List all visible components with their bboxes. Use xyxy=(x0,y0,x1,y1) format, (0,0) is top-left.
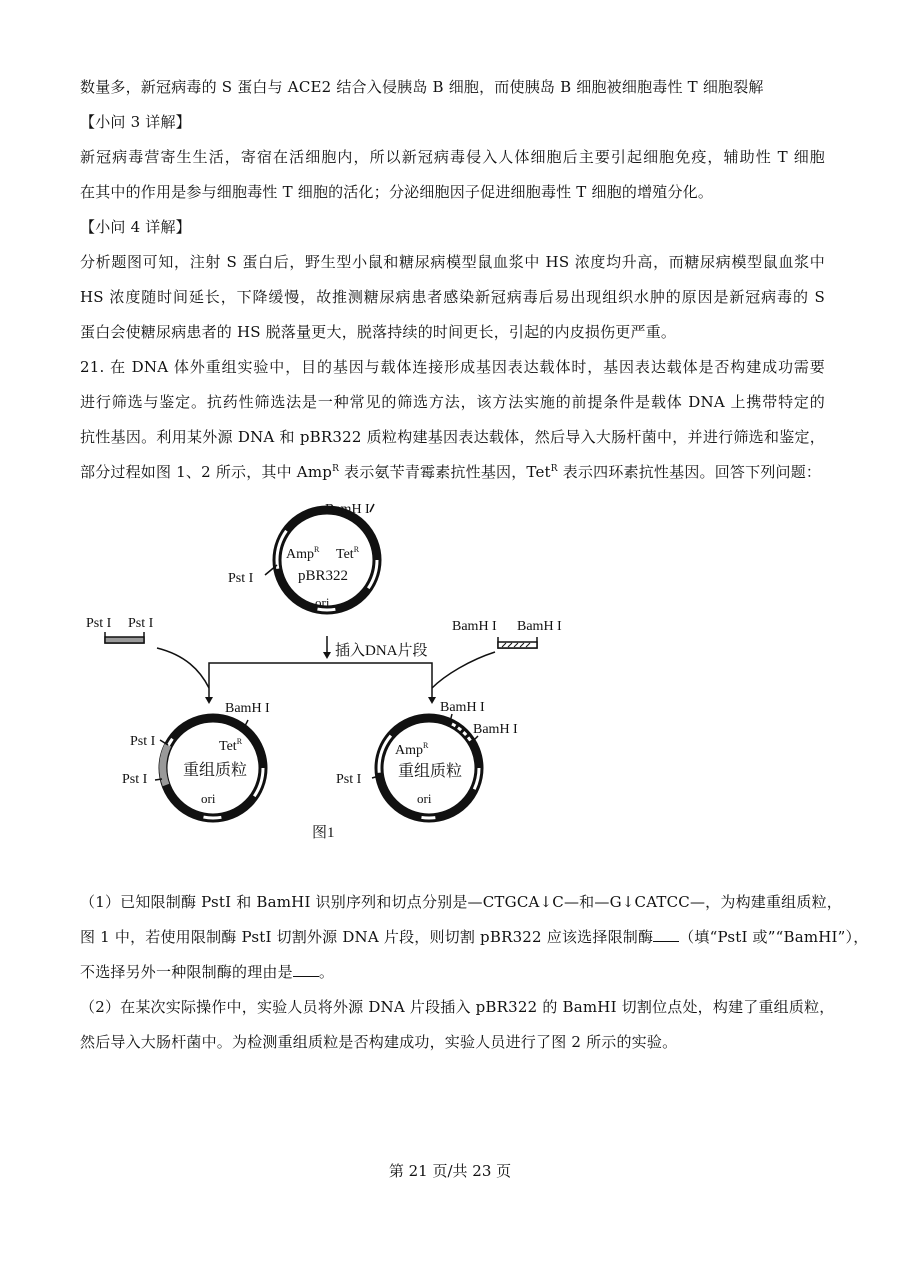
subquestion-2-line: 然后导入大肠杆菌中。为检测重组质粒是否构建成功，实验人员进行了图 2 所示的实验。 xyxy=(80,1033,678,1051)
subquestion-2-line: （2）在某次实际操作中，实验人员将外源 DNA 片段插入 pBR322 的 BamHI 切割位点处，构建了重组质粒， xyxy=(80,998,835,1016)
ori-label: ori xyxy=(201,791,216,806)
plasmid-pbr322 xyxy=(228,502,377,610)
subquestion-1-line: （1）已知限制酶 PstI 和 BamHI 识别序列和切点分别是—CTGCA↓C—和—G↓CATCC—，为构建重组质粒， xyxy=(80,893,842,911)
text: 。 xyxy=(318,963,335,981)
text: （填“PstI 或”“BamHI”）， xyxy=(679,928,869,946)
pst1-label: Pst I xyxy=(128,616,154,631)
subquestion-1-line xyxy=(80,962,825,982)
plasmid-name: pBR322 xyxy=(298,568,349,584)
section-heading-q4: 【小问 4 详解】 xyxy=(80,218,191,236)
bamh1-label: BamH I xyxy=(325,502,370,517)
text: 图 1 中，若使用限制酶 PstI 切割外源 DNA 片段，则切割 pBR322 应该选择限制酶 xyxy=(80,928,654,946)
ori-label: ori xyxy=(417,791,432,806)
ori-label: ori xyxy=(315,595,330,610)
recombinant-plasmid-label: 重组质粒 xyxy=(183,762,248,779)
recombinant-plasmid-left xyxy=(122,701,270,818)
figure-1-diagram xyxy=(0,490,900,860)
superscript: R xyxy=(332,464,340,474)
answer-blank[interactable] xyxy=(293,962,319,977)
pst1-label: Pst I xyxy=(336,772,362,787)
section-heading-q3: 【小问 3 详解】 xyxy=(80,113,191,131)
dna-fragment-pst1 xyxy=(105,637,144,643)
answer-blank[interactable] xyxy=(653,927,679,942)
text: 表示四环素抗性基因。回答下列问题： xyxy=(557,463,822,481)
pst1-label: Pst I xyxy=(228,571,254,586)
tet-gene-label: Tet$^R$ xyxy=(336,545,360,562)
page-number: 第 21 页/共 23 页 xyxy=(388,1162,512,1180)
amp-gene-label: Amp$^R$ xyxy=(286,545,320,562)
bamh1-site-marker xyxy=(370,504,374,512)
pst1-label: Pst I xyxy=(130,734,156,749)
bamh1-label: BamH I xyxy=(473,722,518,737)
text: 部分过程如图 1、2 所示，其中 Amp xyxy=(80,463,333,481)
pst1-label: Pst I xyxy=(122,772,148,787)
recombinant-plasmid-right xyxy=(336,700,518,818)
paragraph-line: 蛋白会使糖尿病患者的 HS 脱落量更大，脱落持续的时间更长，引起的内皮损伤更严重。 xyxy=(80,323,677,341)
paragraph-line: 数量多，新冠病毒的 S 蛋白与 ACE2 结合入侵胰岛 B 细胞，而使胰岛 B 细胞被细胞毒性 T 细胞裂解 xyxy=(80,78,764,96)
recombinant-plasmid-label: 重组质粒 xyxy=(398,763,463,780)
question-21-line xyxy=(80,462,825,482)
paragraph-line: 在其中的作用是参与细胞毒性 T 细胞的活化；分泌细胞因子促进细胞毒性 T 细胞的增殖分化。 xyxy=(80,183,714,201)
bamh1-label: BamH I xyxy=(225,701,270,716)
tet-gene-label: Tet$^R$ xyxy=(219,737,243,754)
bamh1-label: BamH I xyxy=(452,619,497,634)
question-21-line: 21. 在 DNA 体外重组实验中，目的基因与载体连接形成基因表达载体时，基因表达载体是否构建成功需要 xyxy=(80,358,825,376)
bamh1-label: BamH I xyxy=(517,619,562,634)
bamh1-fragment xyxy=(452,619,562,648)
pst1-label: Pst I xyxy=(86,616,112,631)
question-21-line: 进行筛选与鉴定。抗药性筛选法是一种常见的筛选方法，该方法实施的前提条件是载体 DNA 上携带特定的 xyxy=(80,393,825,411)
subquestion-1-line xyxy=(80,927,869,947)
paragraph-line: HS 浓度随时间延长，下降缓慢，故推测糖尿病患者感染新冠病毒后易出现组织水肿的原因是新冠病毒的 S xyxy=(80,288,825,306)
bamh1-label: BamH I xyxy=(440,700,485,715)
paragraph-line: 新冠病毒营寄生生活，寄宿在活细胞内，所以新冠病毒侵入人体细胞后主要引起细胞免疫，辅助性 T 细胞 xyxy=(80,148,825,166)
superscript: R xyxy=(550,464,558,474)
insert-dna-label: 插入DNA片段 xyxy=(335,643,428,659)
question-21-line: 抗性基因。利用某外源 DNA 和 pBR322 质粒构建基因表达载体，然后导入大肠杆菌中，并进行筛选和鉴定， xyxy=(80,428,825,446)
paragraph-line: 分析题图可知，注射 S 蛋白后，野生型小鼠和糖尿病模型鼠血浆中 HS 浓度均升高，而糖尿病模型鼠血浆中 xyxy=(80,253,825,271)
text: 表示氨苄青霉素抗性基因，Tet xyxy=(339,463,551,481)
text: 不选择另外一种限制酶的理由是 xyxy=(80,963,293,981)
amp-gene-label: Amp$^R$ xyxy=(395,741,429,758)
figure-caption: 图1 xyxy=(312,825,335,841)
flow-arrows xyxy=(157,636,495,704)
pst1-fragment xyxy=(86,616,154,643)
